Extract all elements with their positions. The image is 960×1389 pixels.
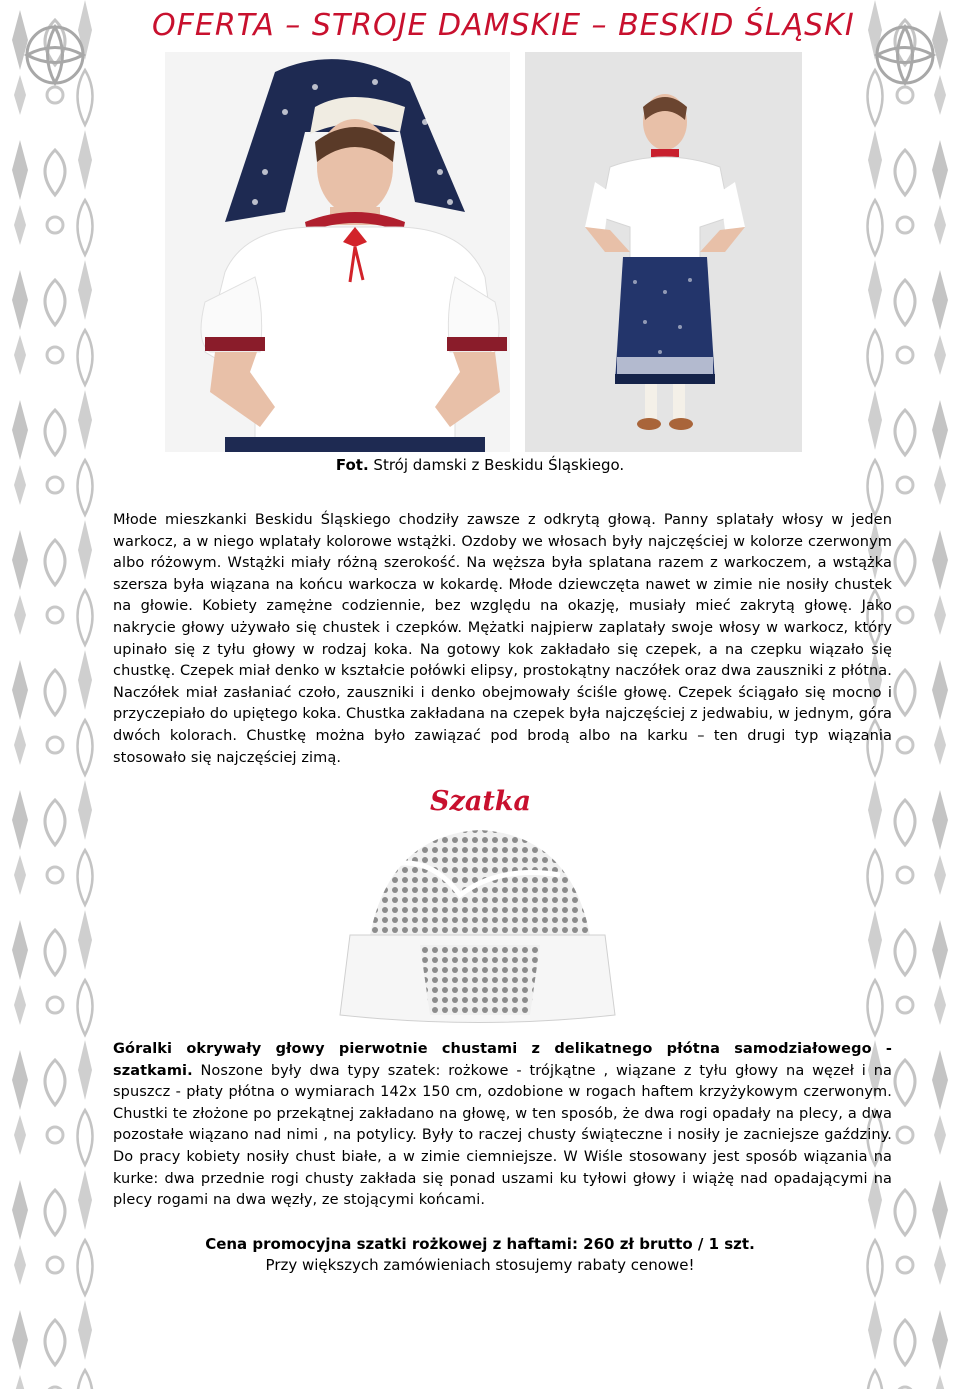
paragraph-szatka-body: Noszone były dwa typy szatek: rożkowe - trójkątne , wiązane z tyłu głowy na węzeł i na spuszcz - płaty płótna o wymiarach 142x 150 cm, ozdobione w rogach haftem krzyżykowym czerwonym. Chustki te złożone po przekątnej zakładano na głowę, w ten sposób, że dwa rogi opadały na plecy, a dwa pozostałe wiązano nad nimi , na potylicy. Były to raczej chusty świąteczne i nosiły je zacniejsze gaździny. Do pracy kobiety nosiły chust białe, a w zimie ciemniejsze. W Wiśle stosowany jest sposób wiązania na kurke: dwa przednie rogi chusty zakłada się ponad uszami ku tyłowi głowy i wiążę nad opadającymi na plecy rogami na dwa węzły, ze stojącymi końcami.: [113, 1062, 892, 1209]
photo-costume-full: [525, 52, 802, 452]
photo-caption: [0, 456, 960, 474]
discount-note: Przy większych zamówieniach stosujemy rabaty cenowe!: [265, 1256, 695, 1274]
price-line: Cena promocyjna szatki rożkowej z haftami: 260 zł brutto / 1 szt.: [205, 1235, 755, 1253]
paragraph-szatka: [113, 1039, 892, 1212]
page-title: OFERTA – STROJE DAMSKIE – BESKID ŚLĄSKI: [152, 8, 855, 43]
photo-lace-cap: [330, 825, 625, 1030]
left-ornament-border: [0, 0, 110, 1389]
paragraph-szatka-lead: Góralki okrywały głowy pierwotnie chustami z delikatnego płótna samodziałowego - szatkami.: [113, 1041, 892, 1079]
caption-label: Fot.: [335, 456, 369, 474]
section-title-szatka: Szatka: [430, 786, 531, 817]
photo-costume-closeup: [165, 52, 510, 452]
paragraph-intro: Młode mieszkanki Beskidu Śląskiego chodziły zawsze z odkrytą głową. Panny splatały włosy w jeden warkocz, a w niego wplatały kolorowe wstążki. Ozdoby we włosach były najczęściej w kolorze czerwonym albo różowym. Wstążki miały różną szerokość. Na węższa była splatana razem z warkoczem, a wstążka szersza była wiązana na końcu warkocza w kokardę. Młode dziewczęta nawet w zimie nie nosiły chustek na głowie. Kobiety zamężne codziennie, bez względu na okazję, musiały mieć zakrytą głowę. Jako nakrycie głowy używało się chustek i czepków. Mężatki najpierw zaplatały swoje włosy w warkocz, który upinało się z tyłu głowy w rodzaj koka. Na gotowy kok zakładało się czepek, a na czepku wiązało się chustkę. Czepek miał denko w kształcie połówki elipsy, prostokątny naczółek oraz dwa zauszniki z płótna. Naczółek miał zasłaniać czoło, zauszniki i denko obejmowały ściśle głowę. Czepek ściągało się mocno i przyczepiało do upiętego koka. Chustka zakładana na czepek była najczęściej z jedwabiu, w jednym, góra dwóch kolorach. Chustkę można było zawiązać pod brodą albo na karku – ten drugi typ wiązania stosowało się najczęściej zimą.: [113, 512, 893, 766]
caption-text: Strój damski z Beskidu Śląskiego.: [368, 456, 625, 474]
